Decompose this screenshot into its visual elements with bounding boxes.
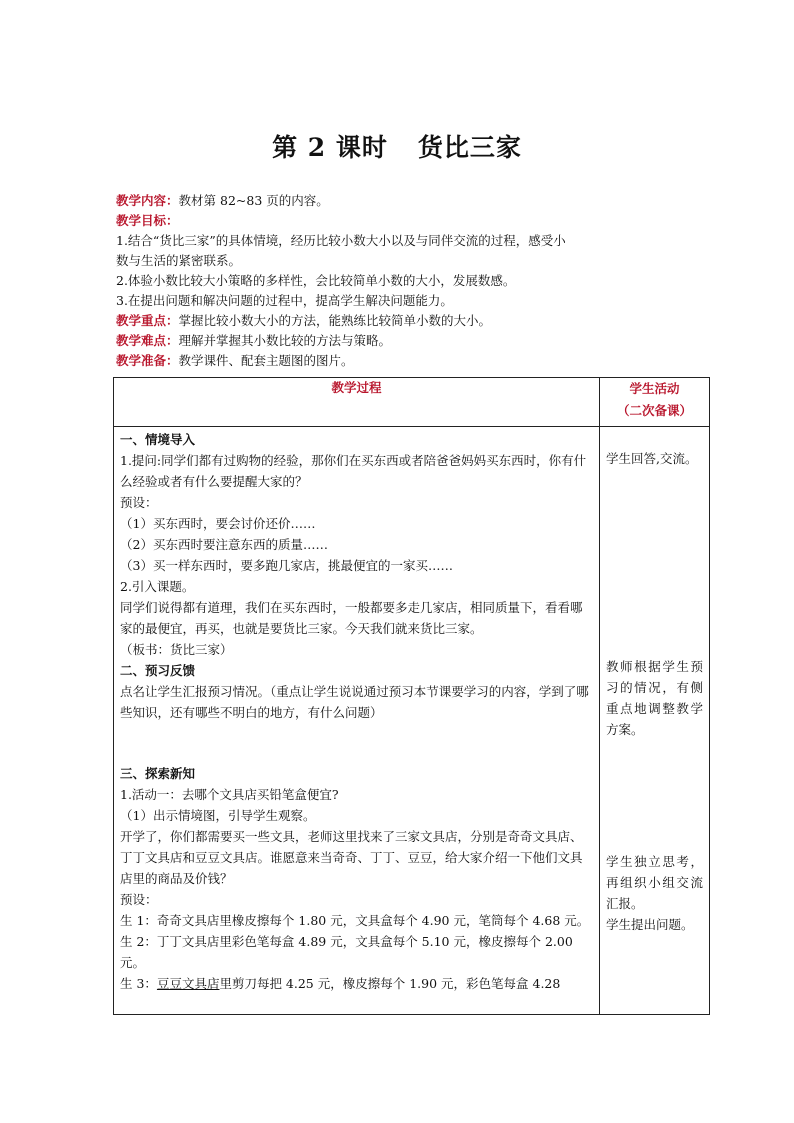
- goal-1-line-2: 数与生活的紧密联系。: [116, 253, 242, 268]
- student-3-rest: 里剪刀每把 4.25 元，橡皮擦每个 1.90 元，彩色笔每盒 4.28: [219, 976, 561, 991]
- lesson-meta: [116, 191, 716, 371]
- activity-cell: [600, 427, 710, 1015]
- content-label: 教学内容：: [116, 193, 179, 208]
- section-1-item-1: （1）买东西时，要会讨价还价……: [120, 516, 316, 531]
- prep-label: 教学准备：: [116, 353, 179, 368]
- section-1-title: 一、情境导入: [120, 432, 196, 447]
- difficulty-label: 教学难点：: [116, 333, 179, 348]
- title-lesson-number: 第 2 课时: [272, 133, 388, 162]
- activity-column-header: [600, 378, 710, 427]
- section-3-student-1: 生 1：奇奇文具店里橡皮擦每个 1.80 元，文具盒每个 4.90 元，笔筒每个 4.68 元。: [120, 913, 590, 928]
- meta-goals-label: [116, 211, 716, 231]
- key-text: 掌握比较小数大小的方法，能熟练比较简单小数的大小。: [178, 313, 492, 328]
- student-3-prefix: 生 3：: [120, 976, 157, 991]
- meta-preparation: [116, 351, 716, 371]
- page-title: [0, 128, 794, 164]
- activity-note-2: 教师根据学生预习的情况，有侧重点地调整教学方案。: [606, 659, 703, 737]
- section-1-item-3: （3）买一样东西时，要多跑几家店，挑最便宜的一家买……: [120, 558, 453, 573]
- section-1-board-note: （板书：货比三家）: [120, 642, 233, 657]
- section-3-step-1: （1）出示情境图，引导学生观察。: [120, 808, 316, 823]
- table-header-row: [114, 378, 710, 427]
- section-3-scenario: 开学了，你们都需要买一些文具，老师这里找来了三家文具店，分别是奇奇文具店、丁丁文具店和豆豆文具店。谁愿意来当奇奇、丁丁、豆豆，给大家介绍一下他们文具店里的商品及价钱？: [120, 829, 583, 886]
- goal-1-line-1: 1.结合“货比三家”的具体情境，经历比较小数大小以及与同伴交流的过程，感受小: [116, 233, 566, 248]
- section-spacer: [120, 723, 593, 763]
- student-3-store-name: 豆豆文具店: [156, 976, 220, 991]
- section-3-preset: 预设：: [120, 892, 158, 907]
- activity-header-line-2: （二次备课）: [616, 403, 692, 418]
- section-3-student-3: [120, 973, 593, 994]
- section-3-student-2: 生 2：丁丁文具店里彩色笔每盒 4.89 元，文具盒每个 5.10 元，橡皮擦每个 2.00 元。: [120, 934, 573, 970]
- meta-difficulty: [116, 331, 716, 351]
- section-1-preset: 预设：: [120, 495, 158, 510]
- process-cell: [114, 427, 600, 1015]
- section-1-item-2: （2）买东西时要注意东西的质量……: [120, 537, 328, 552]
- content-text: 教材第 82~83 页的内容。: [178, 193, 329, 208]
- goals-label: 教学目标：: [116, 213, 179, 228]
- goal-3: 3.在提出问题和解决问题的过程中，提高学生解决问题能力。: [116, 293, 453, 308]
- activity-header-line-1: 学生活动: [629, 381, 680, 396]
- activity-note-1: 学生回答,交流。: [606, 451, 698, 466]
- activity-note-4: 学生提出问题。: [606, 917, 694, 932]
- goal-2: 2.体验小数比较大小策略的多样性，会比较简单小数的大小，发展数感。: [116, 273, 516, 288]
- meta-content: [116, 191, 716, 211]
- meta-key-point: [116, 311, 716, 331]
- key-label: 教学重点：: [116, 313, 179, 328]
- section-3-activity-1: 1.活动一：去哪个文具店买铅笔盒便宜?: [120, 787, 339, 802]
- section-3-title: 三、探索新知: [120, 766, 196, 781]
- section-2-text: 点名让学生汇报预习情况。（重点让学生说说通过预习本节课要学习的内容，学到了哪些知识，还有哪些不明白的地方，有什么问题）: [120, 684, 589, 720]
- activity-note-3: 学生独立思考，再组织小组交流汇报。: [606, 854, 703, 911]
- section-1-explanation: 同学们说得都有道理，我们在买东西时，一般都要多走几家店，相同质量下，看看哪家的最便宜，再买，也就是要货比三家。今天我们就来货比三家。: [120, 600, 583, 636]
- section-2-title: 二、预习反馈: [120, 663, 196, 678]
- difficulty-text: 理解并掌握其小数比较的方法与策略。: [178, 333, 392, 348]
- title-topic: 货比三家: [417, 133, 522, 162]
- section-1-question: 1.提问:同学们都有过购物的经验，那你们在买东西或者陪爸爸妈妈买东西时，你有什么经验或者有什么要提醒大家的？: [120, 453, 587, 489]
- process-column-header: 教学过程: [114, 378, 600, 427]
- table-body-row: [114, 427, 710, 1015]
- lesson-table: [113, 377, 710, 1015]
- section-1-intro-topic: 2.引入课题。: [120, 579, 195, 594]
- prep-text: 教学课件、配套主题图的图片。: [178, 353, 354, 368]
